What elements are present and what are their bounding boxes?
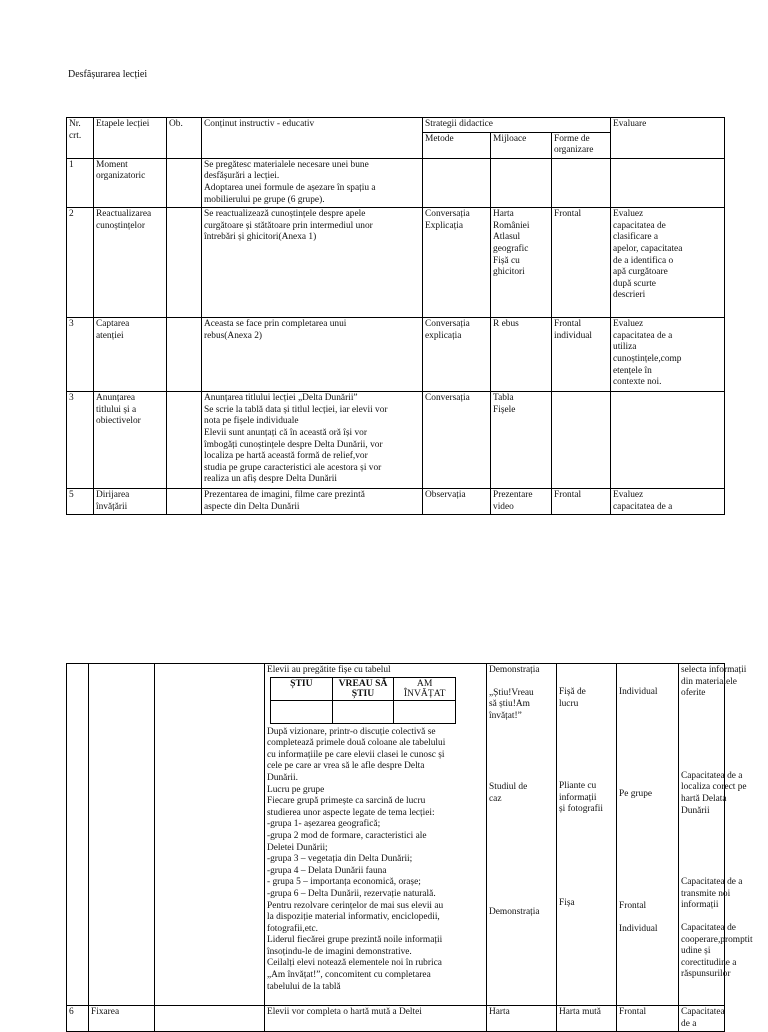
cell-mijloace: Tabla Fișele <box>491 392 552 489</box>
header-ob: Ob. <box>167 118 202 159</box>
cell-continut: Aceasta se face prin completarea unui rebus(Anexa 2) <box>202 318 423 392</box>
cell-evaluare <box>611 158 725 207</box>
kwl-table <box>270 677 456 724</box>
cell-metode: Harta <box>487 1006 557 1032</box>
table-row <box>67 392 725 489</box>
header-etapele: Etapele lecției <box>94 118 167 159</box>
cell-nr: 3 <box>67 392 94 489</box>
cell-mijloace: Harta României Atlasul geografic Fișă cu ghicitori <box>491 208 552 318</box>
cell-continut: Elevii au pregătite fișe cu tabelul ȘTIU VREAU SĂ ȘTIU AM ÎNVĂȚAT După vizionare, printr-o discuție colectivă se completează primele două coloane ale tabelului cu informațiile pe care elevii clasei le cunosc și cele pe care ar vrea să le afle despre Delta Dunării. Lucru pe grupe Fiecare grupă primește ca sarcină de lucru studierea unor aspecte legate de tema lecției: -grupa 1- așezarea geografică; -grupa 2 mod de formare, caracteristici ale Deletei Dunării; -grupa 3 – vegetația din Delta Dunării; -grupa 4 – Delata Dunării fauna - grupa 5 – importanța economică, orașe; -grupa 6 – Delta Dunării, rezervație naturală. Pentru rezolvare cerințelor de mai sus elevii au la dispoziție material informativ, enciclopedii, fotografii,etc. Liderul fiecărei grupe prezintă noile informații însoțindu-le de imagini demonstrative. Ceilalți elevi notează elementele noi în rubrica „Am învățat!”, concomitent cu completarea tabelului de la tablă <box>265 664 487 1006</box>
cell-metode: Demonstrația „Știu!Vreau să știu!Am învățat!” Studiul de caz Demonstrația <box>487 664 557 1006</box>
table-row <box>67 158 725 207</box>
cell-etapa: Reactualizarea cunoștințelor <box>94 208 167 318</box>
cell-mijloace <box>491 158 552 207</box>
cell-nr: 2 <box>67 208 94 318</box>
header-strategii: Strategii didactice <box>423 118 611 133</box>
kwl-cell <box>332 700 394 723</box>
cell-mijloace: Prezentare video <box>491 489 552 515</box>
cell-ob <box>155 664 265 1006</box>
header-metode: Metode <box>423 132 491 158</box>
cell-ob <box>167 158 202 207</box>
cell-continut: Anunțarea titlului lecției „Delta Dunării” Se scrie la tablă data și titlul lecției, iar elevii vor nota pe fișele individuale Elevii sunt anunțați că în această oră își vor îmbogăți cunoștințele despre Delta Dunării, vor localiza pe hartă această formă de relief,vor studia pe grupe caracteristici ale acestora și vor realiza un afiș despre Delta Dunării <box>202 392 423 489</box>
cell-etapa <box>89 664 155 1006</box>
cell-evaluare: Capacitatea de a <box>679 1006 725 1032</box>
cell-mijloace: R ebus <box>491 318 552 392</box>
cell-forme: Individual Pe grupe Frontal Individual <box>617 664 679 1006</box>
cell-continut: Se reactualizează cunoștințele despre apele curgătoare și stătătoare prin intermediul unor întrebări și ghicitori(Anexa 1) <box>202 208 423 318</box>
header-evaluare: Evaluare <box>611 118 725 159</box>
cell-forme: Frontal individual <box>552 318 611 392</box>
cell-nr: 6 <box>67 1006 89 1032</box>
lesson-table-bottom <box>66 663 753 1032</box>
cell-ob <box>167 489 202 515</box>
cell-forme: Frontal <box>552 489 611 515</box>
header-mijloace: Mijloace <box>491 132 552 158</box>
table-row <box>67 1006 725 1032</box>
cell-etapa: Dirijarea învățării <box>94 489 167 515</box>
cell-ob <box>155 1006 265 1032</box>
kwl-header-stiu: ȘTIU <box>271 677 333 700</box>
cell-etapa: Captarea atenției <box>94 318 167 392</box>
cell-evaluare: selecta informații din materialele oferite Capacitatea de a localiza corect pe hartă Delata Dunării Capacitatea de a transmite noi informații Capacitatea de cooperare,promptit udine și corectitudine a răspunsurilor <box>679 664 725 1006</box>
cell-forme <box>552 392 611 489</box>
table-row <box>67 318 725 392</box>
kwl-header-vreau: VREAU SĂ ȘTIU <box>332 677 394 700</box>
cell-evaluare <box>611 392 725 489</box>
header-nr: Nr. crt. <box>67 118 94 159</box>
cell-ob <box>167 392 202 489</box>
table-row <box>67 489 725 515</box>
cell-etapa: Fixarea <box>89 1006 155 1032</box>
cell-mijloace: Fișă de lucru Pliante cu informații și fotografii Fișa <box>557 664 617 1006</box>
cell-nr: 1 <box>67 158 94 207</box>
lesson-table-top <box>66 117 725 515</box>
header-forme: Forme de organizare <box>552 132 611 158</box>
cell-metode: Observația <box>423 489 491 515</box>
cell-evaluare: Evaluez capacitatea de a utiliza cunoștințele,comp etențele în contexte noi. <box>611 318 725 392</box>
cell-metode <box>423 158 491 207</box>
cell-continut: Se pregătesc materialele necesare unei bune desfășurări a lecției. Adoptarea unei formule de așezare în spațiu a mobilierului pe grupe (6 grupe). <box>202 158 423 207</box>
cell-nr <box>67 664 89 1006</box>
cell-ob <box>167 208 202 318</box>
cell-metode: Conversația <box>423 392 491 489</box>
cell-evaluare: Evaluez capacitatea de clasificare a apelor, capacitatea de a identifica o apă curgătoare după scurte descrieri <box>611 208 725 318</box>
header-continut: Conținut instructiv - educativ <box>202 118 423 159</box>
kwl-cell <box>394 700 456 723</box>
table-row <box>67 664 725 1006</box>
kwl-cell <box>271 700 333 723</box>
cell-ob <box>167 318 202 392</box>
page-heading: Desfășurarea lecției <box>68 69 148 80</box>
cell-metode: Conversația explicația <box>423 318 491 392</box>
cell-nr: 3 <box>67 318 94 392</box>
cell-forme: Frontal <box>617 1006 679 1032</box>
cell-nr: 5 <box>67 489 94 515</box>
cell-continut: Prezentarea de imagini, filme care prezintă aspecte din Delta Dunării <box>202 489 423 515</box>
cell-mijloace: Harta mută <box>557 1006 617 1032</box>
cell-forme <box>552 158 611 207</box>
cell-evaluare: Evaluez capacitatea de a <box>611 489 725 515</box>
cell-etapa: Anunțarea titlului și a obiectivelor <box>94 392 167 489</box>
cell-etapa: Moment organizatoric <box>94 158 167 207</box>
kwl-header-am-invatat: AM ÎNVĂȚAT <box>394 677 456 700</box>
cell-forme: Frontal <box>552 208 611 318</box>
cell-continut: Elevii vor completa o hartă mută a Deltei <box>265 1006 487 1032</box>
table-row <box>67 208 725 318</box>
cell-metode: Conversația Explicația <box>423 208 491 318</box>
